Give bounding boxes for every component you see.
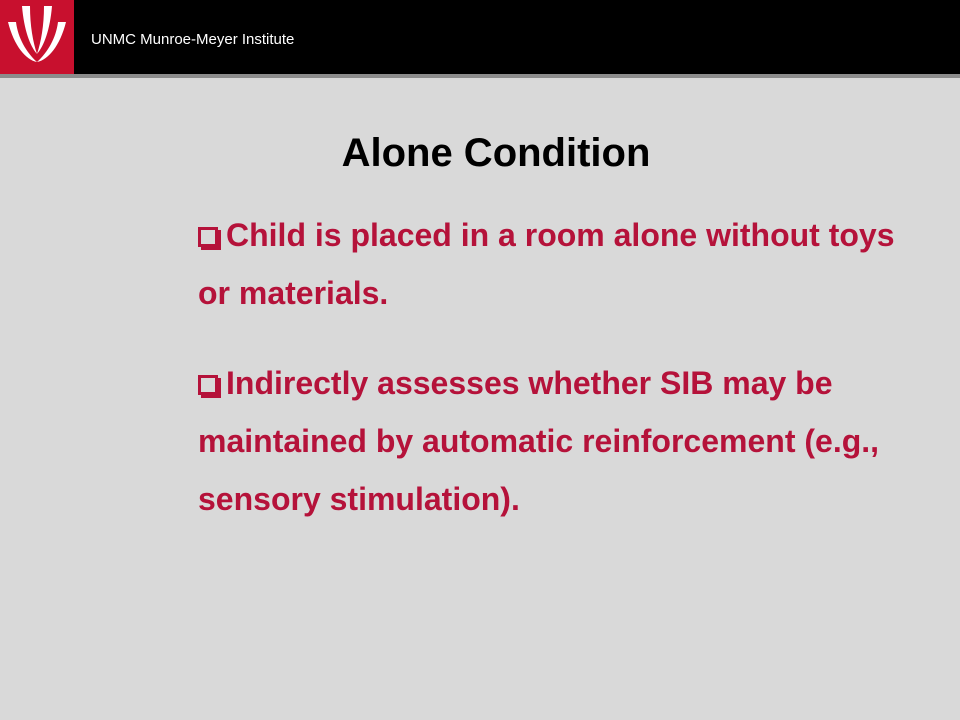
- unmc-swoosh-logo-icon: [0, 0, 74, 74]
- bullet-text: Child is placed in a room alone without toys or materials.: [198, 217, 895, 311]
- square-checkbox-bullet-icon: [198, 227, 218, 247]
- bullet-text: Indirectly assesses whether SIB may be maintained by automatic reinforcement (e.g., sensory stimulation).: [198, 365, 880, 517]
- organization-name: UNMC Munroe-Meyer Institute: [91, 31, 295, 48]
- unmc-logo: [0, 0, 74, 74]
- bullet-list: [198, 206, 918, 528]
- slide-title: Alone Condition: [341, 131, 651, 175]
- bullet-item: [198, 206, 918, 322]
- header-divider: [0, 74, 960, 78]
- bullet-item: [198, 354, 918, 528]
- square-checkbox-bullet-icon: [198, 375, 218, 395]
